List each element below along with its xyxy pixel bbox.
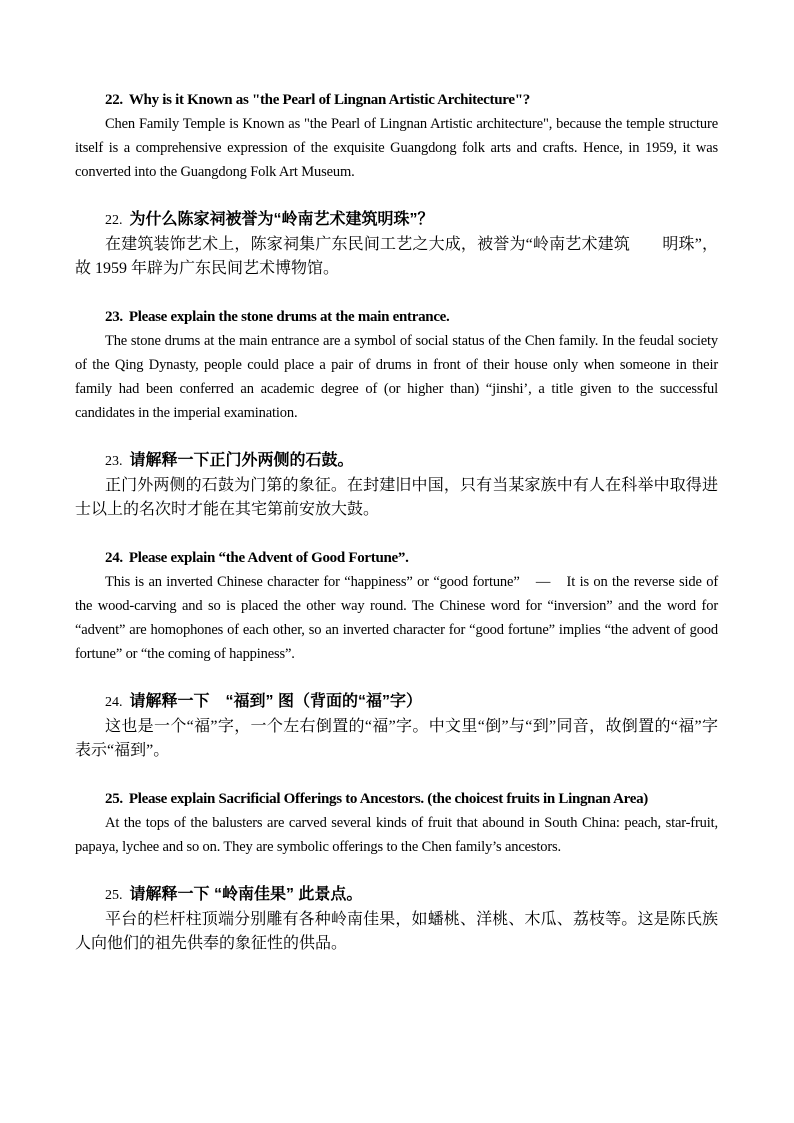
question-25-zh-heading-text: 请解释一下 “岭南佳果” 此景点。 [129, 886, 363, 903]
question-23-en-heading [75, 305, 718, 329]
question-number: 25. [105, 791, 123, 807]
question-number: 25. [105, 888, 123, 903]
question-number: 22. [105, 213, 123, 228]
section-q24-english [75, 546, 718, 666]
question-23-en-heading-text: Please explain the stone drums at the main entrance. [128, 309, 450, 325]
section-q23-chinese [75, 449, 718, 522]
question-number: 23. [105, 454, 123, 469]
question-23-zh-heading-text: 请解释一下正门外两侧的石鼓。 [129, 452, 354, 469]
question-24-zh-heading-text: 请解释一下 “福到” 图（背面的“福”字） [129, 693, 422, 710]
section-q25-english [75, 787, 718, 859]
question-22-zh-heading [75, 208, 718, 233]
section-q22-chinese [75, 208, 718, 281]
question-22-zh-answer: 在建筑装饰艺术上，陈家祠集广东民间工艺之大成，被誉为“岭南艺术建筑 明珠”，故 1959 年辟为广东民间艺术博物馆。 [75, 236, 718, 277]
question-23-zh-answer: 正门外两侧的石鼓为门第的象征。在封建旧中国，只有当某家族中有人在科举中取得进士以上的名次时才能在其宅第前安放大鼓。 [75, 477, 718, 518]
question-22-en-answer: Chen Family Temple is Known as "the Pearl of Lingnan Artistic architecture", because the temple structure itself is a comprehensive expression of the exquisite Guangdong folk arts and crafts. Hence, in 1959, it was converted into the Guangdong Folk Art Museum. [75, 116, 718, 180]
question-number: 24. [105, 550, 123, 566]
question-22-en-heading [75, 88, 718, 112]
question-25-zh-answer: 平台的栏杆柱顶端分别雕有各种岭南佳果，如蟠桃、洋桃、木瓜、荔枝等。这是陈氏族人向他们的祖先供奉的象征性的供品。 [75, 911, 718, 952]
question-number: 23. [105, 309, 123, 325]
question-number: 24. [105, 695, 123, 710]
section-q23-english [75, 305, 718, 425]
section-q24-chinese [75, 690, 718, 763]
question-24-en-heading-text: Please explain “the Advent of Good Fortune”. [128, 550, 409, 566]
section-q22-english [75, 88, 718, 184]
question-25-en-heading [75, 787, 718, 811]
question-22-en-heading-text: Why is it Known as "the Pearl of Lingnan Artistic Architecture"? [128, 92, 530, 108]
question-23-en-answer: The stone drums at the main entrance are a symbol of social status of the Chen family. In the feudal society of the Qing Dynasty, people could place a pair of drums in front of their house only when someone in their family had been conferred an academic degree of (or higher than) “jinshi’, a title given to the successful candidates in the imperial examination. [75, 333, 718, 421]
question-24-en-heading [75, 546, 718, 570]
question-24-zh-heading [75, 690, 718, 715]
question-25-en-answer: At the tops of the balusters are carved several kinds of fruit that abound in South China: peach, star-fruit, papaya, lychee and so on. They are symbolic offerings to the Chen family’s ancestors. [75, 815, 718, 855]
question-24-zh-answer: 这也是一个“福”字，一个左右倒置的“福”字。中文里“倒”与“到”同音，故倒置的“福”字表示“福到”。 [75, 718, 718, 759]
question-22-zh-heading-text: 为什么陈家祠被誉为“岭南艺术建筑明珠”？ [129, 211, 434, 228]
question-23-zh-heading [75, 449, 718, 474]
question-number: 22. [105, 92, 123, 108]
question-25-en-heading-text: Please explain Sacrificial Offerings to Ancestors. (the choicest fruits in Lingnan Area) [128, 791, 648, 807]
section-q25-chinese [75, 883, 718, 956]
question-25-zh-heading [75, 883, 718, 908]
question-24-en-answer: This is an inverted Chinese character for “happiness” or “good fortune” — It is on the reverse side of the wood-carving and so is placed the other way round. The Chinese word for “inversion” and the word for “advent” are homophones of each other, so an inverted character for “good fortune” implies “the advent of good fortune” or “the coming of happiness”. [75, 574, 718, 662]
